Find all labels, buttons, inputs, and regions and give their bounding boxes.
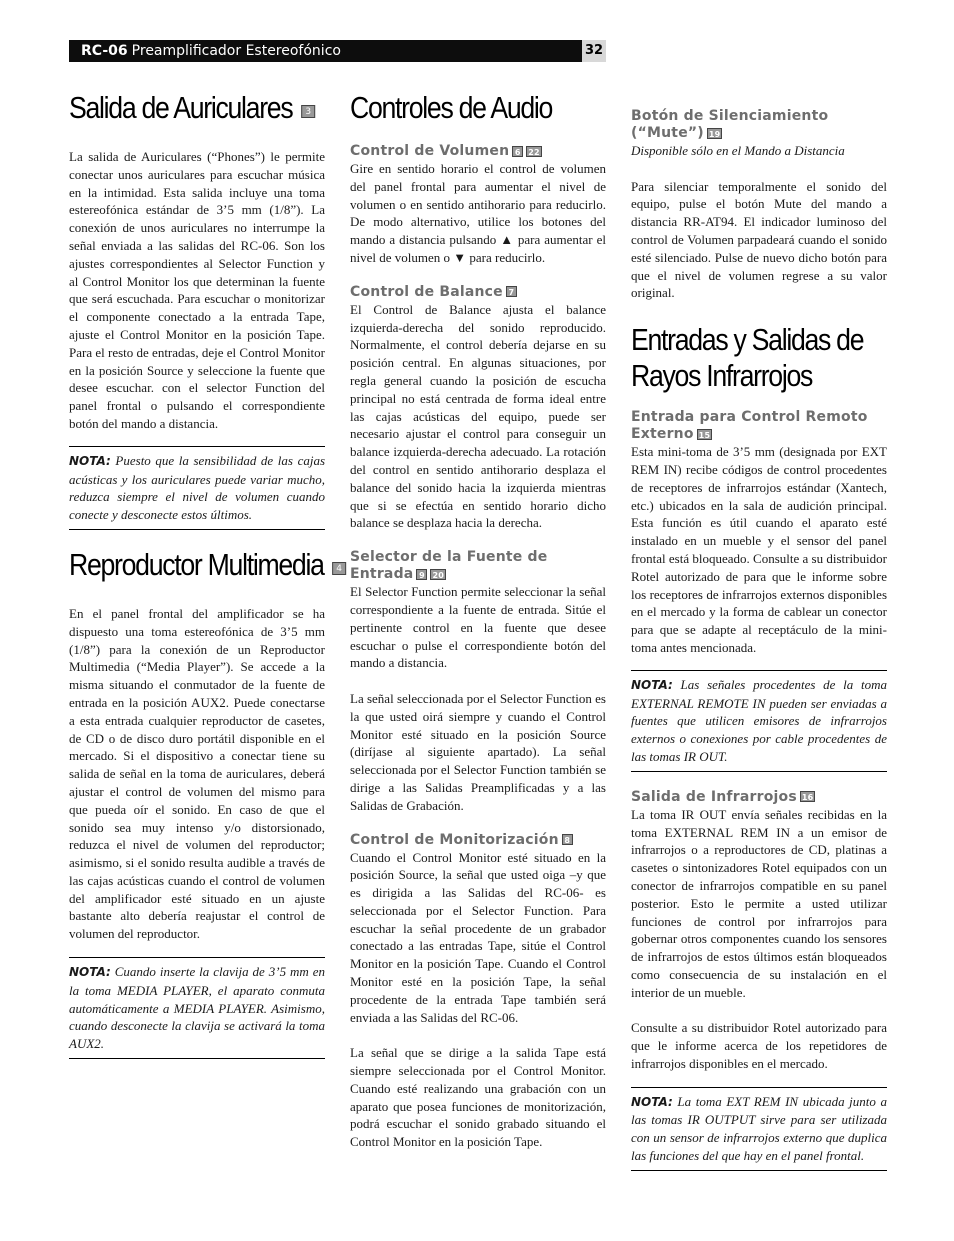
running-header [69,40,582,62]
ir-out-paragraph-2: Consulte a su distribuidor Rotel autorizado para que le informe acerca de los repetidores de infrarrojos disponibles en el mercado. [631,1020,887,1071]
monitor-paragraph-2: La señal que se dirige a la salida Tape está siempre seleccionada por el Control Monitor. Cuando esté realizando una grabación con un aparato que posea funciones de monitorización, podrá escuchar el sonido grabado situando el Control Monitor en la posición Tape. [350,1045,606,1150]
ref-badge: 3 [301,105,315,118]
note-phones: NOTA: Puesto que la sensibilidad de las cajas acústicas y los auriculares puede variar mucho, reduzca siempre el nivel de volumen cuando conecte y desconecte estos últimos. [69,446,325,530]
column-right [631,108,887,1171]
heading-balance: Control de Balance 7 [350,284,606,301]
monitor-paragraph-1: Cuando el Control Monitor esté situado en la posición Source, la señal que usted oiga –y que es dirigida a las Salidas del RC-06- es seleccionada por el Selector Function. Para escuchar la señal procedente de un grabador conectado a las entradas Tape, sitúe el Control Monitor en la posición Tape. Cuando el Control Monitor esté en la posición Tape, la señal procedente de la entrada Tape también será enviada a las Salidas del RC-06. [350,849,606,1025]
column-middle [350,90,606,1151]
note-media-player: NOTA: Cuando inserte la clavija de 3’5 mm en la toma MEDIA PLAYER, el aparato conmuta automáticamente a MEDIA PLAYER. Asimismo, cuando desconecte la clavija se activará la toma AUX2. [69,957,325,1059]
section-title-phones: Salida de Auriculares 3 [69,90,289,126]
heading-volume: Control de Volumen 6 22 [350,143,540,159]
column-left [69,90,343,1059]
media-player-paragraph: En el panel frontal del amplificador se ha dispuesto una toma estereofónica de 3’5 mm (1/8”) para la conexión de un Reproductor Multimedia (“Media Player”). Se accede a la misma situando el conmutador de la fuente de entrada en la posición AUX2. Puede conectarse a esta entrada cualquier reproductor de casetes, de CD o de disco duro portátil disponible en el mercado. Si el dispositivo a conectar tiene su salida de señal en la toma de auriculares, deberá ajustar el control de volumen del mismo para que pueda oír el sonido. En caso de que el sonido sea muy intenso y/o distorsionado, reduzca el nivel de volumen del reproductor; asimismo, si el sonido resulta audible a través de las cajas acústicas cuando el control de volumen del amplificador esté situado en un ajuste bastante alto debería reajustar el control de volumen del reproductor. [69,605,325,942]
section-title-media-player: Reproductor Multimedia 4 [69,547,289,583]
selector-paragraph-2: La señal seleccionada por el Selector Function es la que usted oirá siempre y cuando el Control Monitor esté situado en la posición Source (diríjase al siguiente apartado). La señal seleccionada por el Selector Function también se dirige a las Salidas Preamplificadas y a las Salidas de Grabación. [350,690,606,813]
model-name: RC-06 [81,43,128,59]
heading-mute: Botón de Silenciamiento (“Mute”) 19 [631,108,829,141]
heading-input-selector: Selector de la Fuente de Entrada 9 20 [350,549,548,583]
volume-paragraph: Gire en sentido horario el control de volumen del panel frontal para aumentar el nivel de volumen o en sentido antihorario para reducirlo. De modo alternativo, utilice los botones del mando a distancia pulsando ▲ para aumentar el nivel de volumen o ▼ para reducirlo. [350,161,606,265]
ir-out-paragraph-1: La toma IR OUT envía señales recibidas en la toma EXTERNAL REM IN a un emisor de infrarrojos o a reproductores de CD, platinas a casetes o sintonizadores Rotel equipados con un conector de infrarrojos compatible en su panel posterior. Esto le permite a usted utilizar funciones de control por infrarrojos para gobernar otros componentes cuando los sensores de infrarrojos de estos últimos están bloqueados como consecuencia de su instalación en el interior de un mueble. [631,806,887,1000]
phones-paragraph: La salida de Auriculares (“Phones”) le permite conectar unos auriculares para escuchar música en la intimidad. Esta salida incluye una toma estereofónica estándar de 3’5 mm (1/8”). La conexión de unos auriculares no interrumpe la señal enviada a las salidas del RC-06. Son los ajustes correspondientes al Selector Function y al Control Monitor los que determinan la fuente que será escuchada. Para escuchar o monitorizar el componente conectado a la entrada Tape, ajuste el Control Monitor en la posición Tape. Para el resto de entradas, deje el Control Monitor en la posición Source y seleccione la fuente que desee escuchar. con el selector Function del panel frontal o pulsando el correspondiente botón del mando a distancia. [69,149,325,431]
section-title-ir: Entradas y Salidas de Rayos Infrarrojos [631,322,864,394]
header-title: Preamplificador Estereofónico [131,43,341,59]
balance-paragraph: El Control de Balance ajusta el balance izquierda-derecha del sonido reproducido. Normalmente, el control debería dejarse en su posición central. En algunas situaciones, por regla general cuando la posición de escucha principal no está centrada de forma ideal entre las cajas acústicas del equipo, puede ser necesario ajustar el control para conseguir un balance izquierda-derecha adecuado. La rotación del control en sentido antihorario desplaza el balance del sonido hacia la izquierda mientras que si se efectúa en sentido horario dicho balance se desplaza hacia la derecha. [350,301,606,531]
heading-ir-out: Salida de Infrarrojos 16 [631,788,814,805]
mute-subtitle: Disponible sólo en el Mando a Distancia [631,143,845,158]
page-number: 32 [582,40,606,62]
mute-paragraph: Para silenciar temporalmente el sonido del equipo, pulse el botón Mute del mando a distancia RR-AT94. El indicador luminoso del control de Volumen parpadeará cuando el sonido esté silenciado. Pulse de nuevo dicho botón para que el nivel de volumen regrese a su valor original. [631,178,887,301]
section-title-audio-controls: Controles de Audio [350,90,553,125]
selector-paragraph-1: El Selector Function permite seleccionar la señal correspondiente a la fuente de entrada. Sitúe el pertinente control en la fuente que desee escuchar o pulse el correspondiente botón del mando a distancia. [350,584,606,671]
external-remote-paragraph: Esta mini-toma de 3’5 mm (designada por EXT REM IN) recibe códigos de control procedentes de receptores de infrarrojos estándar (Xantech, etc.) ubicados en la sala de audición principal. Esta función es útil cuando el aparato esté instalado en un mueble y el sensor del panel frontal está bloqueado. Consulte a su distribuidor Rotel autorizado de para que le informe sobre los receptores de infrarrojos externos disponibles en el mercado y la forma de cablear un conector para que se adapte al receptáculo de la mini-toma antes mencionada. [631,444,887,655]
note-ir-out: NOTA: La toma EXT REM IN ubicada junto a las tomas IR OUTPUT sirve para ser utilizada con un sensor de infrarrojos externo que duplica las funciones del que hay en el panel frontal. [631,1087,887,1171]
heading-external-remote: Entrada para Control Remoto Externo 15 [631,409,868,443]
heading-monitor: Control de Monitorización 8 [350,832,606,849]
ref-badge: 4 [332,562,346,575]
note-external-remote: NOTA: Las señales procedentes de la toma EXTERNAL REMOTE IN pueden ser enviadas a fuentes que utilicen emisores de infrarrojos externos o conexiones por cable procedentes de las tomas IR OUT. [631,670,887,772]
